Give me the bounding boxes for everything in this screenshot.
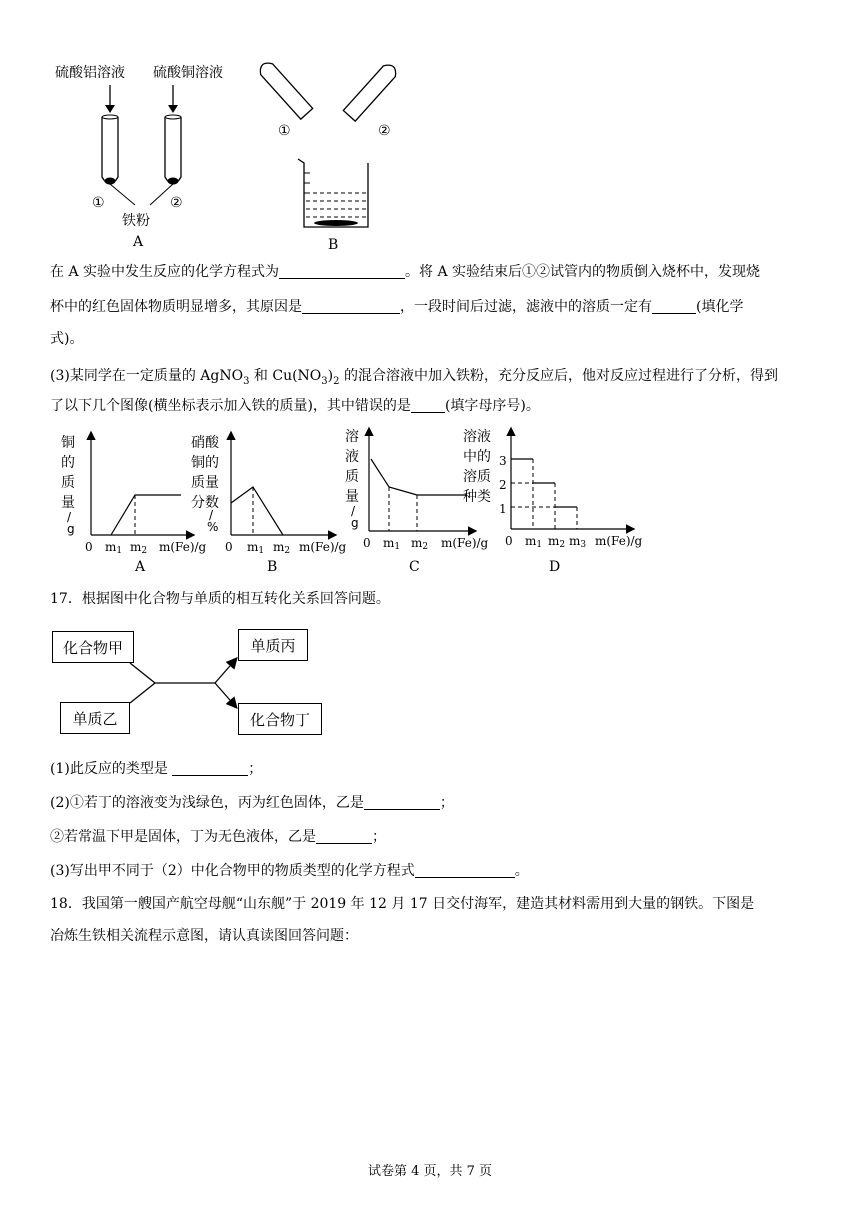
graph-d-tick: 2 [499,478,507,492]
tube-2-number: ② [170,195,183,211]
beaker [298,159,368,227]
graph-c-ylabel: 量 [345,489,359,505]
graph-b [191,433,347,575]
graph-c-m2: m2 [411,536,429,552]
answer-blank[interactable] [415,861,515,878]
q16-line-1: 在 A 实验中发生反应的化学方程式为 。将 A 实验结束后①②试管内的物质倒入烧杯中，发现烧 [50,264,761,280]
graph-b-ylabel: 分数 [191,495,219,511]
graph-a-ylabel: 量 [61,495,75,511]
q18-line-1: 18．我国第一艘国产航空母舰“山东舰”于 2019 年 12 月 17 日交付海军，建造其材料需用到大量的钢铁。下图是 [50,896,755,912]
graph-d [463,428,643,575]
graph-a-ylabel: 质 [61,475,75,491]
answer-blank[interactable] [364,793,440,810]
graph-c-ylabel: 质 [345,469,359,485]
box-compound-ding: 化合物丁 [238,703,322,735]
answer-blank[interactable] [316,827,372,844]
graph-c-m1: m1 [383,536,401,552]
graph-a-origin: 0 [85,540,93,554]
label-iron-powder: 铁粉 [122,213,150,229]
q17-part3: (3)写出甲不同于（2）中化合物甲的物质类型的化学方程式 。 [50,863,529,879]
q17-part1: (1)此反应的类型是 ； [50,761,263,777]
graph-c-ylabel: g [351,516,359,530]
graph-c-ylabel: / [351,504,356,518]
label-aluminium-sulfate: 硫酸铝溶液 [55,65,125,81]
arrow-down-icon [168,105,178,113]
q17-title: 17．根据图中化合物与单质的相互转化关系回答问题。 [50,591,390,607]
answer-blank[interactable] [172,759,248,776]
graph-b-m1: m1 [247,540,265,556]
graph-b-caption: B [267,559,278,575]
graph-d-m2: m2 [548,534,566,550]
graph-a-ylabel: g [67,522,75,536]
graph-b-xunit: m(Fe)/g [299,540,347,554]
graph-d-ylabel: 种类 [463,489,491,505]
figure-ab [40,55,420,255]
page-footer: 试卷第 4 页，共 7 页 [367,1164,493,1179]
graph-d-tick: 1 [499,502,507,516]
tube-1-number: ① [92,195,105,211]
label-copper-sulfate: 硫酸铜溶液 [153,65,223,81]
graph-c-xunit: m(Fe)/g [441,536,489,550]
arrow-down-icon [105,105,115,113]
graph-a-caption: A [135,559,146,575]
graphs-abcd [55,425,665,585]
graph-a [61,433,207,575]
graph-b-ylabel: / [209,508,214,522]
graph-c-ylabel: 溶 [345,429,359,445]
answer-blank[interactable] [411,396,445,413]
graph-d-ylabel: 溶液 [463,429,491,445]
graph-b-m2: m2 [273,540,291,556]
graph-d-origin: 0 [505,534,513,548]
graph-b-ylabel: 铜的 [191,455,219,471]
graph-a-m1: m1 [105,540,123,556]
caption-b: B [328,237,339,253]
q16-part3-line-2: 了以下几个图像(横坐标表示加入铁的质量)，其中错误的是 (填字母序号)。 [50,398,540,414]
graph-c-origin: 0 [363,536,371,550]
box-element-bing: 单质丙 [238,629,308,661]
caption-a: A [133,234,144,250]
graph-d-xunit: m(Fe)/g [595,534,643,548]
graph-d-ylabel: 中的 [463,449,491,465]
graph-c-ylabel: 液 [345,449,359,465]
graph-d-caption: D [549,559,561,575]
box-compound-jia: 化合物甲 [52,631,134,663]
graph-a-ylabel: 的 [61,455,75,471]
graph-b-ylabel: 硝酸 [191,435,219,451]
graph-d-m1: m1 [525,534,543,550]
q16-part3-line-1: (3)某同学在一定质量的 AgNO$_3$ 和 $Cu(NO_3)_2$ 的混合溶液中加入铁粉，充分反应后，他对反应过程进行了分析，得到 [50,368,778,387]
q17-part2b: ②若常温下甲是固体，丁为无色液体，乙是 ； [50,829,386,845]
test-tube-1 [102,115,118,185]
graph-a-xunit: m(Fe)/g [159,540,207,554]
graph-b-ylabel: % [207,520,219,534]
graph-c-caption: C [409,559,420,575]
tilted-tube-1 [257,59,313,119]
graph-b-ylabel: 质量 [191,475,219,491]
tilted-tube-2-number: ② [378,123,391,139]
q16-line-3: 式)。 [50,331,84,347]
answer-blank[interactable] [279,262,405,279]
graph-a-ylabel: 铜 [61,435,75,451]
graph-a-m2: m2 [130,540,148,556]
tilted-tube-2 [343,61,399,121]
graph-a-ylabel: / [67,510,72,524]
tilted-tube-1-number: ① [278,123,291,139]
graph-d-ylabel: 溶质 [463,469,491,485]
graph-d-tick: 3 [499,454,507,468]
q16-line-2: 杯中的红色固体物质明显增多，其原因是 ，一段时间后过滤，滤液中的溶质一定有 (填化学 [50,299,744,315]
graph-d-m3: m3 [569,534,587,550]
graph-b-origin: 0 [225,540,233,554]
box-element-yi: 单质乙 [60,702,130,734]
test-tube-2 [165,115,181,185]
q17-part2a: (2)①若丁的溶液变为浅绿色，丙为红色固体，乙是 ； [50,795,454,811]
answer-blank[interactable] [302,297,400,314]
answer-blank[interactable] [652,297,696,314]
q18-line-2: 冶炼生铁相关流程示意图，请认真读图回答问题： [50,928,358,944]
